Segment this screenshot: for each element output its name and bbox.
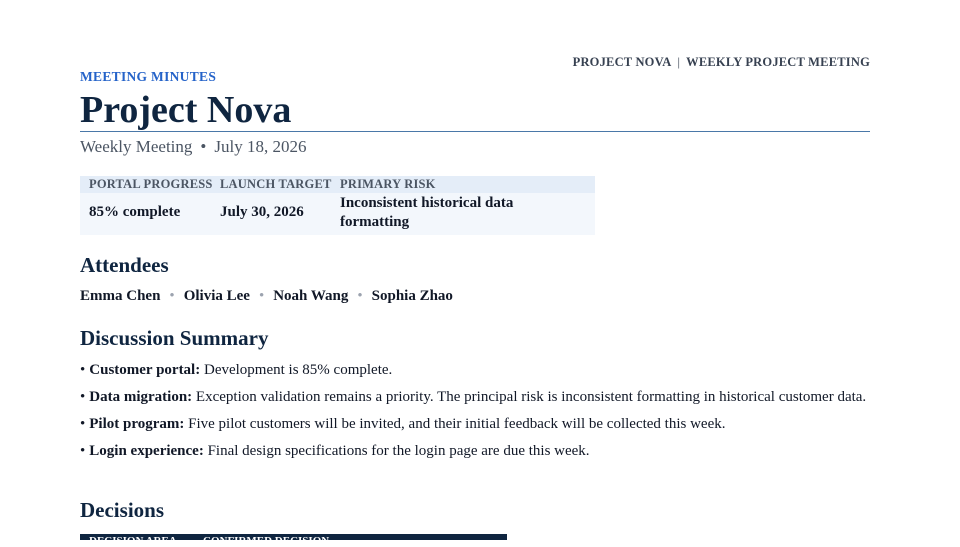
attendee-name: Sophia Zhao [371,288,453,304]
item-label: Pilot program: [89,416,185,432]
list-item [80,414,870,434]
header-separator: | [677,55,681,69]
subtitle-dot: • [200,137,207,156]
bullet-glyph: • [80,362,86,378]
item-text: Exception validation remains a priority. The principal risk is inconsistent formatting in historical customer data. [195,389,867,405]
meeting-date: July 18, 2026 [214,137,307,156]
key-stats-panel [80,176,595,235]
item-text: Final design specifications for the login page are due this week. [207,443,590,459]
attendee-name: Olivia Lee [183,288,250,304]
attendee-name: Emma Chen [80,288,161,304]
stat-value: 85% complete [89,204,181,220]
meeting-name: Weekly Meeting [80,137,193,156]
item-label: Login experience: [89,443,204,459]
title-divider [80,131,870,132]
attendees-heading: Attendees [80,253,169,277]
column-header-confirmed-decision: CONFIRMED DECISION [203,535,330,547]
bullet-glyph: • [80,443,86,459]
document-kicker: MEETING MINUTES [80,69,217,84]
decisions-table-header [80,534,507,547]
column-header-decision-area: DECISION AREA [89,535,177,547]
discussion-summary-list [80,360,870,468]
header-meeting-type: WEEKLY PROJECT MEETING [686,55,870,69]
bullet-glyph: • [80,389,86,405]
attendees-list [80,288,453,305]
bullet-glyph: • [80,416,86,432]
list-item [80,441,870,461]
stat-label: PORTAL PROGRESS [89,177,213,191]
attendee-separator: • [258,288,265,304]
meeting-minutes-page [80,0,870,547]
attendee-separator: • [357,288,363,304]
item-label: Customer portal: [89,362,201,378]
stat-label: PRIMARY RISK [340,177,436,191]
list-item [80,360,870,380]
page-title: Project Nova [80,89,292,131]
decisions-heading: Decisions [80,498,164,522]
list-item [80,387,870,407]
attendee-name: Noah Wang [273,288,349,304]
stat-value: Inconsistent historical data formatting [340,195,514,230]
stat-value: July 30, 2026 [220,204,304,220]
stat-label: LAUNCH TARGET [220,177,332,191]
running-header [573,55,870,70]
item-label: Data migration: [89,389,193,405]
header-project: PROJECT NOVA [572,55,672,69]
meeting-subtitle [80,137,306,157]
discussion-summary-heading: Discussion Summary [80,326,269,350]
item-text: Five pilot customers will be invited, and their initial feedback will be collected this week. [188,416,726,432]
item-text: Development is 85% complete. [203,362,393,378]
attendee-separator: • [169,288,175,304]
